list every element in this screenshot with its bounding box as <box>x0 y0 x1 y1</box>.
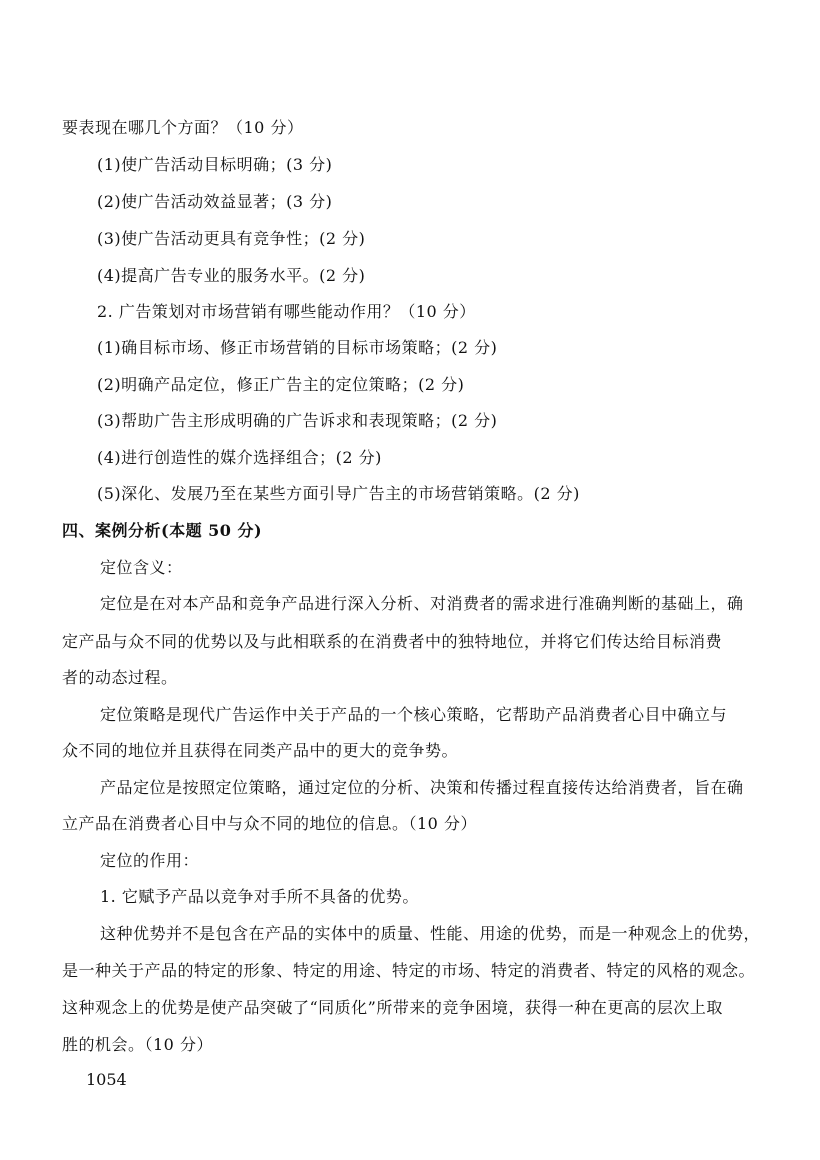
question-2: 2. 广告策划对市场营销有哪些能动作用？（10 分） <box>97 302 476 321</box>
subheading-definition: 定位含义： <box>100 558 183 577</box>
list-item-role-4: (4)进行创造性的媒介选择组合；(2 分) <box>97 448 382 467</box>
paragraph-advantage-line-3: 这种观念上的优势是使产品突破了“同质化”所带来的竞争困境，获得一种在更高的层次上取 <box>62 998 723 1017</box>
section-heading-case-analysis: 四、案例分析(本题 50 分) <box>62 521 263 540</box>
list-item-purpose-2: (2)使广告活动效益显著；(3 分) <box>97 192 333 211</box>
list-item-purpose-3: (3)使广告活动更具有竞争性；(2 分) <box>97 229 366 248</box>
paragraph-product-positioning-line-1: 产品定位是按照定位策略，通过定位的分析、决策和传播过程直接传达给消费者，旨在确 <box>100 778 744 797</box>
paragraph-advantage-line-4: 胜的机会。（10 分） <box>62 1035 213 1054</box>
list-item-role-1: (1)确目标市场、修正市场营销的目标市场策略；(2 分) <box>97 338 498 357</box>
list-item-purpose-4: (4)提高广告专业的服务水平。(2 分) <box>97 266 366 285</box>
subheading-role: 定位的作用： <box>100 851 200 870</box>
text-line-01: 要表现在哪几个方面？（10 分） <box>62 118 304 137</box>
paragraph-definition-line-3: 者的动态过程。 <box>62 668 178 687</box>
paragraph-strategy-line-2: 众不同的地位并且获得在同类产品中的更大的竞争势。 <box>62 741 459 760</box>
paragraph-strategy-line-1: 定位策略是现代广告运作中关于产品的一个核心策略，它帮助产品消费者心目中确立与 <box>100 705 728 724</box>
point-1: 1. 它赋予产品以竞争对手所不具备的优势。 <box>100 887 419 906</box>
list-item-role-3: (3)帮助广告主形成明确的广告诉求和表现策略；(2 分) <box>97 411 498 430</box>
paragraph-definition-line-2: 定产品与众不同的优势以及与此相联系的在消费者中的独特地位，并将它们传达给目标消费 <box>62 632 723 651</box>
list-item-role-2: (2)明确产品定位，修正广告主的定位策略；(2 分) <box>97 375 465 394</box>
list-item-role-5: (5)深化、发展乃至在某些方面引导广告主的市场营销策略。(2 分) <box>97 484 580 503</box>
list-item-purpose-1: (1)使广告活动目标明确；(3 分) <box>97 155 333 174</box>
paragraph-product-positioning-line-2: 立产品在消费者心目中与众不同的地位的信息。（10 分） <box>62 814 477 833</box>
paragraph-advantage-line-1: 这种优势并不是包含在产品的实体中的质量、性能、用途的优势，而是一种观念上的优势， <box>100 924 761 943</box>
paragraph-advantage-line-2: 是一种关于产品的特定的形象、特定的用途、特定的市场、特定的消费者、特定的风格的观念。 <box>62 961 756 980</box>
paragraph-definition-line-1: 定位是在对本产品和竞争产品进行深入分析、对消费者的需求进行准确判断的基础上，确 <box>100 594 744 613</box>
page-number: 1054 <box>86 1070 127 1089</box>
